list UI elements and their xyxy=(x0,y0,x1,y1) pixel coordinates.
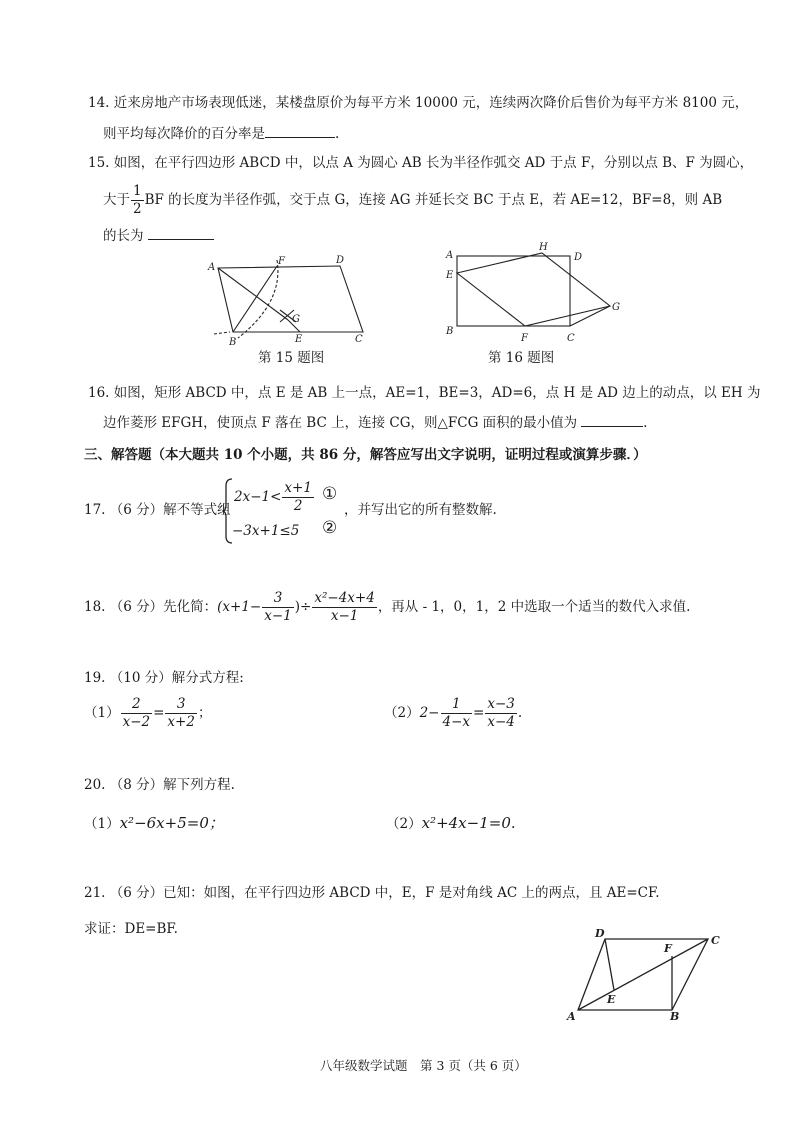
q19-title: 19. （10 分）解分式方程: xyxy=(84,670,244,686)
fig15-label-b: B xyxy=(229,337,237,348)
fig16-label-b: B xyxy=(446,326,454,337)
q17-eq1 xyxy=(234,478,315,516)
fig16-line-cg xyxy=(570,306,610,326)
q18-paren-open: (x+1− xyxy=(217,599,262,615)
q19-p2-fraction-a xyxy=(441,696,473,731)
q19-p1-end: ； xyxy=(197,705,212,721)
q19-part2 xyxy=(384,692,522,734)
q17-eq1-den: 2 xyxy=(293,498,303,514)
fig15-label-e: E xyxy=(295,334,303,345)
q19-p2-a-den: 4−x xyxy=(442,714,471,730)
q17-mark2: ② xyxy=(322,518,338,538)
q19-p2-eq: = xyxy=(473,705,485,721)
q19-p1-label: （1） xyxy=(84,705,120,721)
q19-p1-eq: = xyxy=(153,705,165,721)
fig21-line-de xyxy=(605,939,614,990)
q18-paren-close: )÷ xyxy=(294,599,312,615)
q17-eq1-left: 2x−1< xyxy=(234,489,282,505)
q14-end: . xyxy=(335,126,340,142)
fig16-label-h: H xyxy=(539,242,548,253)
q19-p2-a-num: 1 xyxy=(441,696,473,714)
section3-title: 三、解答题（本大题共 10 个小题，共 86 分，解答应写出文字说明，证明过程或演算步骤．） xyxy=(84,447,647,463)
q18-f1-num: 3 xyxy=(262,590,294,608)
q15-answer-blank xyxy=(148,239,214,240)
fig21-label-b: B xyxy=(670,1010,680,1023)
q19-p1-fraction-a xyxy=(121,696,153,731)
q19-p2-fraction-b xyxy=(485,696,517,731)
fig21-label-c: C xyxy=(711,934,720,947)
q17-prefix: 17. （6 分）解不等式组 xyxy=(84,502,231,518)
q14-line1: 14. 近来房地产市场表现低迷，某楼盘原价为每平方米 10000 元，连续两次降价后售价为每平方米 8100 元， xyxy=(88,95,749,111)
q20-p1-label: （1） xyxy=(84,816,120,832)
q17-mark1: ① xyxy=(322,484,338,504)
q18-line xyxy=(84,587,690,627)
q16-answer-blank xyxy=(581,426,643,427)
q18-fraction-1 xyxy=(262,590,294,625)
q19-p1-fraction-b xyxy=(165,696,197,731)
fig15-label-f: F xyxy=(278,256,285,267)
q18-f1-den: x−1 xyxy=(264,608,292,624)
fig15-extension xyxy=(214,332,230,334)
q18-f2-num: x²−4x+4 xyxy=(314,590,375,606)
q16-line2-text: 边作菱形 EFGH，使顶点 F 落在 BC 上，连接 CG，则△FCG 面积的最小值为 xyxy=(103,415,578,431)
page-footer: 八年级数学试题 第 3 页（共 6 页） xyxy=(320,1058,527,1073)
fig15-label-c: C xyxy=(355,334,363,345)
q19-part1 xyxy=(84,692,211,734)
q20-p1-eq: x²−6x+5=0； xyxy=(119,814,224,832)
fig15-label-a: A xyxy=(208,262,216,273)
q15-half-fraction xyxy=(131,183,144,218)
q19-p2-end: . xyxy=(517,705,523,721)
q20-title: 20. （8 分）解下列方程. xyxy=(84,777,235,793)
q16-end: . xyxy=(643,415,648,431)
fig15-label-d: D xyxy=(336,255,345,266)
fig15-caption: 第 15 题图 xyxy=(258,350,325,366)
fig16-label-e: E xyxy=(446,270,454,281)
q15-half-den: 2 xyxy=(133,201,142,217)
fig21-label-f: F xyxy=(664,942,672,955)
figure-15 xyxy=(200,252,380,352)
fig16-label-f: F xyxy=(521,333,528,344)
q18-prefix: 18. （6 分）先化简： xyxy=(84,599,218,615)
fig21-label-d: D xyxy=(595,927,605,940)
fig15-line-bf xyxy=(233,266,277,332)
fig15-label-g: G xyxy=(292,314,300,325)
q21-line1: 21. （6 分）已知：如图，在平行四边形 ABCD 中，E，F 是对角线 AC 上的两点，且 AE=CF. xyxy=(84,885,660,901)
q15-line2-pre: 大于 xyxy=(103,192,130,208)
fig16-rectangle xyxy=(457,256,570,326)
q20-p2-eq: x²+4x−1=0. xyxy=(421,814,516,832)
q17-eq2: −3x+1≤5 xyxy=(232,523,300,539)
q17-suffix: ，并写出它的所有整数解. xyxy=(344,502,497,518)
q19-p1-b-num: 3 xyxy=(165,696,197,714)
q14-text: 则平均每次降价的百分率是 xyxy=(103,126,265,142)
q14-line2 xyxy=(103,123,339,145)
q15-line2 xyxy=(103,181,722,219)
q15-line1: 15. 如图，在平行四边形 ABCD 中，以点 A 为圆心 AB 长为半径作弧交 AD 于点 F，分别以点 B、F 为圆心， xyxy=(88,155,754,171)
q19-p1-a-num: 2 xyxy=(121,696,153,714)
q15-half-num: 1 xyxy=(133,183,142,199)
q19-p2-label: （2） xyxy=(384,705,420,721)
q16-line1: 16. 如图，矩形 ABCD 中，点 E 是 AB 上一点，AE=1，BE=3，AD=6，点 H 是 AD 边上的动点，以 EH 为 xyxy=(88,385,761,401)
fig21-label-e: E xyxy=(607,993,616,1006)
fig16-label-c: C xyxy=(567,333,575,344)
q18-fraction-2 xyxy=(312,590,376,625)
q18-suffix: ，再从 - 1，0，1，2 中选取一个适当的数代入求值. xyxy=(377,599,691,615)
fig16-caption: 第 16 题图 xyxy=(488,350,555,366)
q17-eq1-fraction xyxy=(282,480,314,515)
q14-answer-blank xyxy=(265,137,335,138)
q20-p2-label: （2） xyxy=(386,816,422,832)
q19-p2-b-den: x−4 xyxy=(487,714,515,730)
fig16-label-d: D xyxy=(574,252,583,263)
q20-part2 xyxy=(386,812,516,835)
q16-line2 xyxy=(103,412,647,434)
q19-p2-b-num: x−3 xyxy=(487,696,515,712)
fig16-label-a: A xyxy=(446,250,454,261)
q19-p1-a-den: x−2 xyxy=(122,714,151,730)
q15-line3-text: 的长为 xyxy=(103,228,144,244)
q19-p2-pre: 2− xyxy=(419,705,440,721)
q15-line2-post: BF 的长度为半径作弧，交于点 G，连接 AG 并延长交 BC 于点 E，若 AE=12，BF=8，则 AB xyxy=(144,192,723,208)
fig21-label-a: A xyxy=(567,1010,576,1023)
q20-part1 xyxy=(84,812,224,835)
fig16-rhombus xyxy=(457,253,610,326)
q17-eq1-num: x+1 xyxy=(284,480,312,496)
q18-f2-den: x−1 xyxy=(330,608,359,624)
q15-line3 xyxy=(103,225,214,247)
fig15-arc xyxy=(238,260,278,338)
figure-21 xyxy=(562,922,732,1024)
fig21-diagonal-ac xyxy=(578,939,708,1010)
fig16-label-g: G xyxy=(612,302,620,313)
figure-16 xyxy=(440,238,630,348)
q21-line2: 求证：DE=BF. xyxy=(84,921,178,937)
q19-p1-b-den: x+2 xyxy=(167,714,195,730)
